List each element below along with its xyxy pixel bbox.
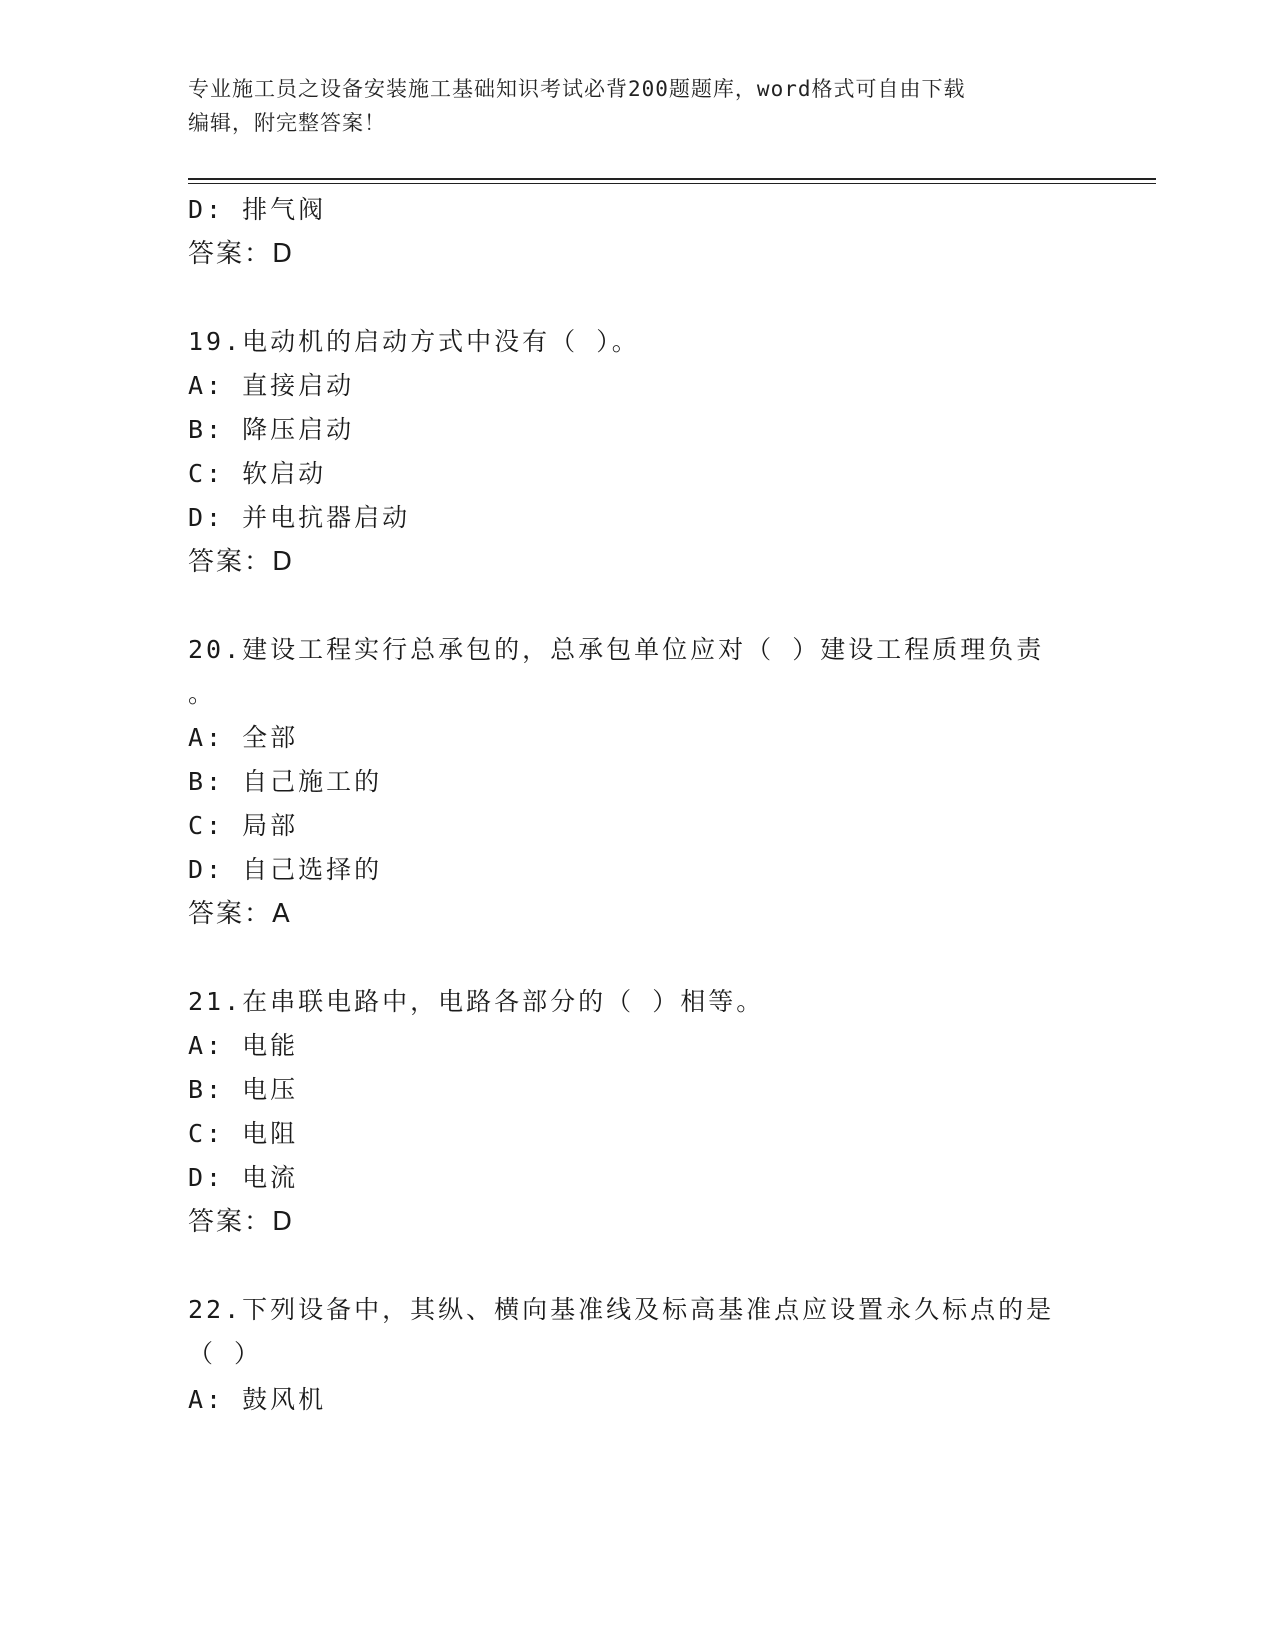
question-21-option-b: B: 电压 [188, 1075, 299, 1104]
question-22-option-a: A: 鼓风机 [188, 1385, 327, 1414]
question-21-stem: 21.在串联电路中，电路各部分的（ ）相等。 [188, 987, 765, 1016]
question-20-option-d: D: 自己选择的 [188, 855, 383, 884]
question-22-stem: 22.下列设备中，其纵、横向基准线及标高基准点应设置永久标点的是 [188, 1295, 1055, 1324]
header-rule-thin [188, 183, 1156, 184]
header-line-1: 专业施工员之设备安装施工基础知识考试必背200题题库，word格式可自由下载 [188, 77, 966, 101]
question-19-option-d: D: 并电抗器启动 [188, 503, 411, 532]
question-21-answer: 答案：D [188, 1207, 295, 1237]
question-20-option-c: C: 局部 [188, 811, 299, 840]
prev-answer: 答案：D [188, 239, 295, 269]
header-line-2: 编辑，附完整答案！ [188, 111, 386, 135]
question-20-stem: 20.建设工程实行总承包的，总承包单位应对（ ）建设工程质理负责 [188, 635, 1045, 664]
question-21-option-a: A: 电能 [188, 1031, 299, 1060]
question-19-option-c: C: 软启动 [188, 459, 327, 488]
prev-option-d: D: 排气阀 [188, 195, 327, 224]
question-20-stem-continuation: 。 [188, 679, 217, 708]
question-19-option-b: B: 降压启动 [188, 415, 355, 444]
question-20-option-b: B: 自己施工的 [188, 767, 383, 796]
question-21-option-c: C: 电阻 [188, 1119, 299, 1148]
question-19-answer: 答案：D [188, 547, 295, 577]
header-rule-thick [188, 178, 1156, 180]
question-22-stem-continuation: （ ） [188, 1339, 263, 1368]
question-21-option-d: D: 电流 [188, 1163, 299, 1192]
question-19-option-a: A: 直接启动 [188, 371, 355, 400]
document-header [188, 72, 1088, 140]
question-20-answer: 答案：A [188, 899, 292, 929]
question-20-option-a: A: 全部 [188, 723, 299, 752]
question-19-stem: 19.电动机的启动方式中没有（ ）。 [188, 327, 640, 356]
